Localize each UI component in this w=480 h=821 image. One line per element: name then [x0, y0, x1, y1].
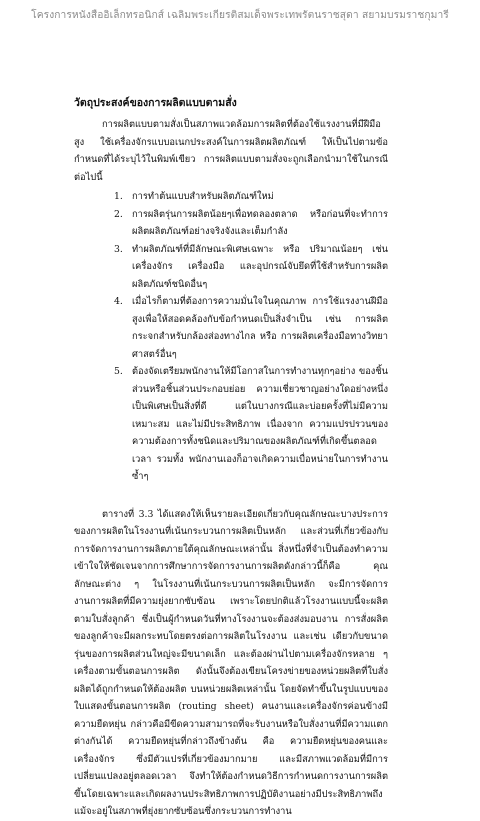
list-item-number: 5. [114, 366, 123, 377]
list-item-number: 4. [114, 296, 123, 307]
list-item-text: ต้องจัดเตรียมพนักงานให้มีโอกาสในการทำงานทุกๆอย่าง ของชิ้นส่วนหรือชิ้นส่วนประกอบย่อย ความเชี่ยวชาญอย่างใดอย่างหนึ่งเป็นพิเศษเป็นสิ่งที่ดี แต่ในบางกรณีและบ่อยครั้งที่ไม่มีความเหมาะสม และไม่มีประสิทธิภาพ เนื่องจาก ความแปรปรวนของความต้องการทั้งชนิดและปริมาณของผลิตภัณฑ์ที่เกิดขึ้นตลอดเวลา รวมทั้ง พนักงานเองก็อาจเกิดความเบื่อหน่ายในการทำงานซ้ำๆ [132, 366, 388, 482]
list-item-text: การทำต้นแบบสำหรับผลิตภัณฑ์ใหม่ [132, 191, 274, 202]
list-item [74, 188, 388, 206]
list-item-number: 3. [114, 243, 123, 255]
body-paragraph: ตารางที่ 3.3 ได้แสดงให้เห็นรายละเอียดเกี่ยวกับคุณลักษณะบางประการของการผลิตในโรงงานที่เน้นกระบวนการผลิตเป็นหลัก และส่วนที่เกี่ยวข้องกับการจัดการงานการผลิตภายใต้คุณลักษณะเหล่านั้น สิ่งหนึ่งที่จำเป็นต้องทำความเข้าใจให้ชัดเจนจากการศึกษาการจัดการงานการผลิตดังกล่าวนี้ก็คือ คุณ ลักษณะต่าง ๆ ในโรงงานที่เน้นกระบวนการผลิตเป็นหลัก จะมีการจัดการงานการผลิตที่มีความยุ่งยากซับซ้อน เพราะโดยปกติแล้วโรงงานแบบนี้จะผลิตตามใบสั่งลูกค้า ซึ่งเป็นผู้กำหนดวันที่ทางโรงงานจะต้องส่งมอบงาน การสั่งผลิตของลูกค้าจะมีผลกระทบโดยตรงต่อการผลิตในโรงงาน และเช่น เดียวกับขนาดรุ่นของการผลิตส่วนใหญ่จะมีขนาดเล็ก และต้องผ่านไปตามเครื่องจักรหลาย ๆ เครื่องตามขั้นตอนการผลิต ดังนั้นจึงต้องเขียนโครงข่ายของหน่วยผลิตที่ใบสั่งผลิตได้ถูกกำหนดให้ต้องผลิต บนหน่วยผลิตเหล่านั้น โดยจัดทำขึ้นในรูปแบบของใบแสดงขั้นตอนการผลิต (routing sheet) คนงานและเครื่องจักรค่อนข้างมีความยืดหยุ่น กล่าวคือมีขีดความสามารถที่จะรับงานหรือใบสั่งงานที่มีความแตกต่างกันได้ ความยืดหยุ่นที่กล่าวถึงข้างต้น คือ ความยืดหยุ่นของคนและเครื่องจักร ซึ่งมีตัวแปรที่เกี่ยวข้องมากมาย และมีสภาพแวดล้อมที่มีการเปลี่ยนแปลงอยู่ตลอดเวลา จึงทำให้ต้องกำหนดวิธีการกำหนดการงานการผลิตขึ้นโดยเฉพาะและเกิดผลงานประสิทธิภาพการปฏิบัติงานอย่างมีประสิทธิภาพถึงแม้จะอยู่ในสภาพที่ยุ่งยากซับซ้อนซึ่งกระบวนการทำงาน [74, 508, 388, 817]
objectives-list [74, 188, 388, 486]
section-title: วัตถุประสงค์ของการผลิตแบบตามสั่ง [74, 97, 237, 109]
page-header: โครงการหนังสืออิเล็กทรอนิกส์ เฉลิมพระเกียรติสมเด็จพระเทพรัตนราชสุดา สยามบรมราชกุมารี [31, 10, 449, 21]
list-item-text: การผลิตรุ่นการผลิตน้อยๆเพื่อทดลองตลาด หรือก่อนที่จะทำการผลิตผลิตภัณฑ์อย่างจริงจังและเต็มกำลัง [132, 208, 388, 237]
list-item [74, 206, 388, 241]
list-item-text: เมื่อไรก็ตามที่ต้องการความมั่นใจในคุณภาพ การใช้แรงงานฝีมือสูงเพื่อให้สอดคล้องกับข้อกำหนดเป็นสิ่งจำเป็น เช่น การผลิตกระจกสำหรับกล้องส่องทางไกล หรือ การผลิตเครื่องมือทางวิทยาศาสตร์อื่นๆ [132, 296, 388, 360]
list-item-number: 1. [114, 191, 123, 202]
list-item [74, 241, 388, 294]
intro-paragraph: การผลิตแบบตามสั่งเป็นสภาพแวดล้อมการผลิตที่ต้องใช้แรงงานที่มีฝีมือสูง ใช้เครื่องจักรแบบอเนกประสงค์ในการผลิตผลิตภัณฑ์ ให้เป็นไปตามข้อกำหนดที่ได้ระบุไว้ในพิมพ์เขียว การผลิตแบบตามสั่งจะถูกเลือกนำมาใช้ในกรณีต่อไปนี้ [74, 119, 388, 183]
list-item-text: ทำผลิตภัณฑ์ที่มีลักษณะพิเศษเฉพาะ หรือ ปริมาณน้อยๆ เช่น เครื่องจักร เครื่องมือ และอุปกรณ์จับยึดที่ใช้สำหรับการผลิตผลิตภัณฑ์ชนิดอื่นๆ [132, 243, 388, 290]
list-item [74, 293, 388, 363]
list-item-number: 2. [114, 208, 123, 220]
main-content [74, 96, 388, 821]
list-item [74, 363, 388, 486]
